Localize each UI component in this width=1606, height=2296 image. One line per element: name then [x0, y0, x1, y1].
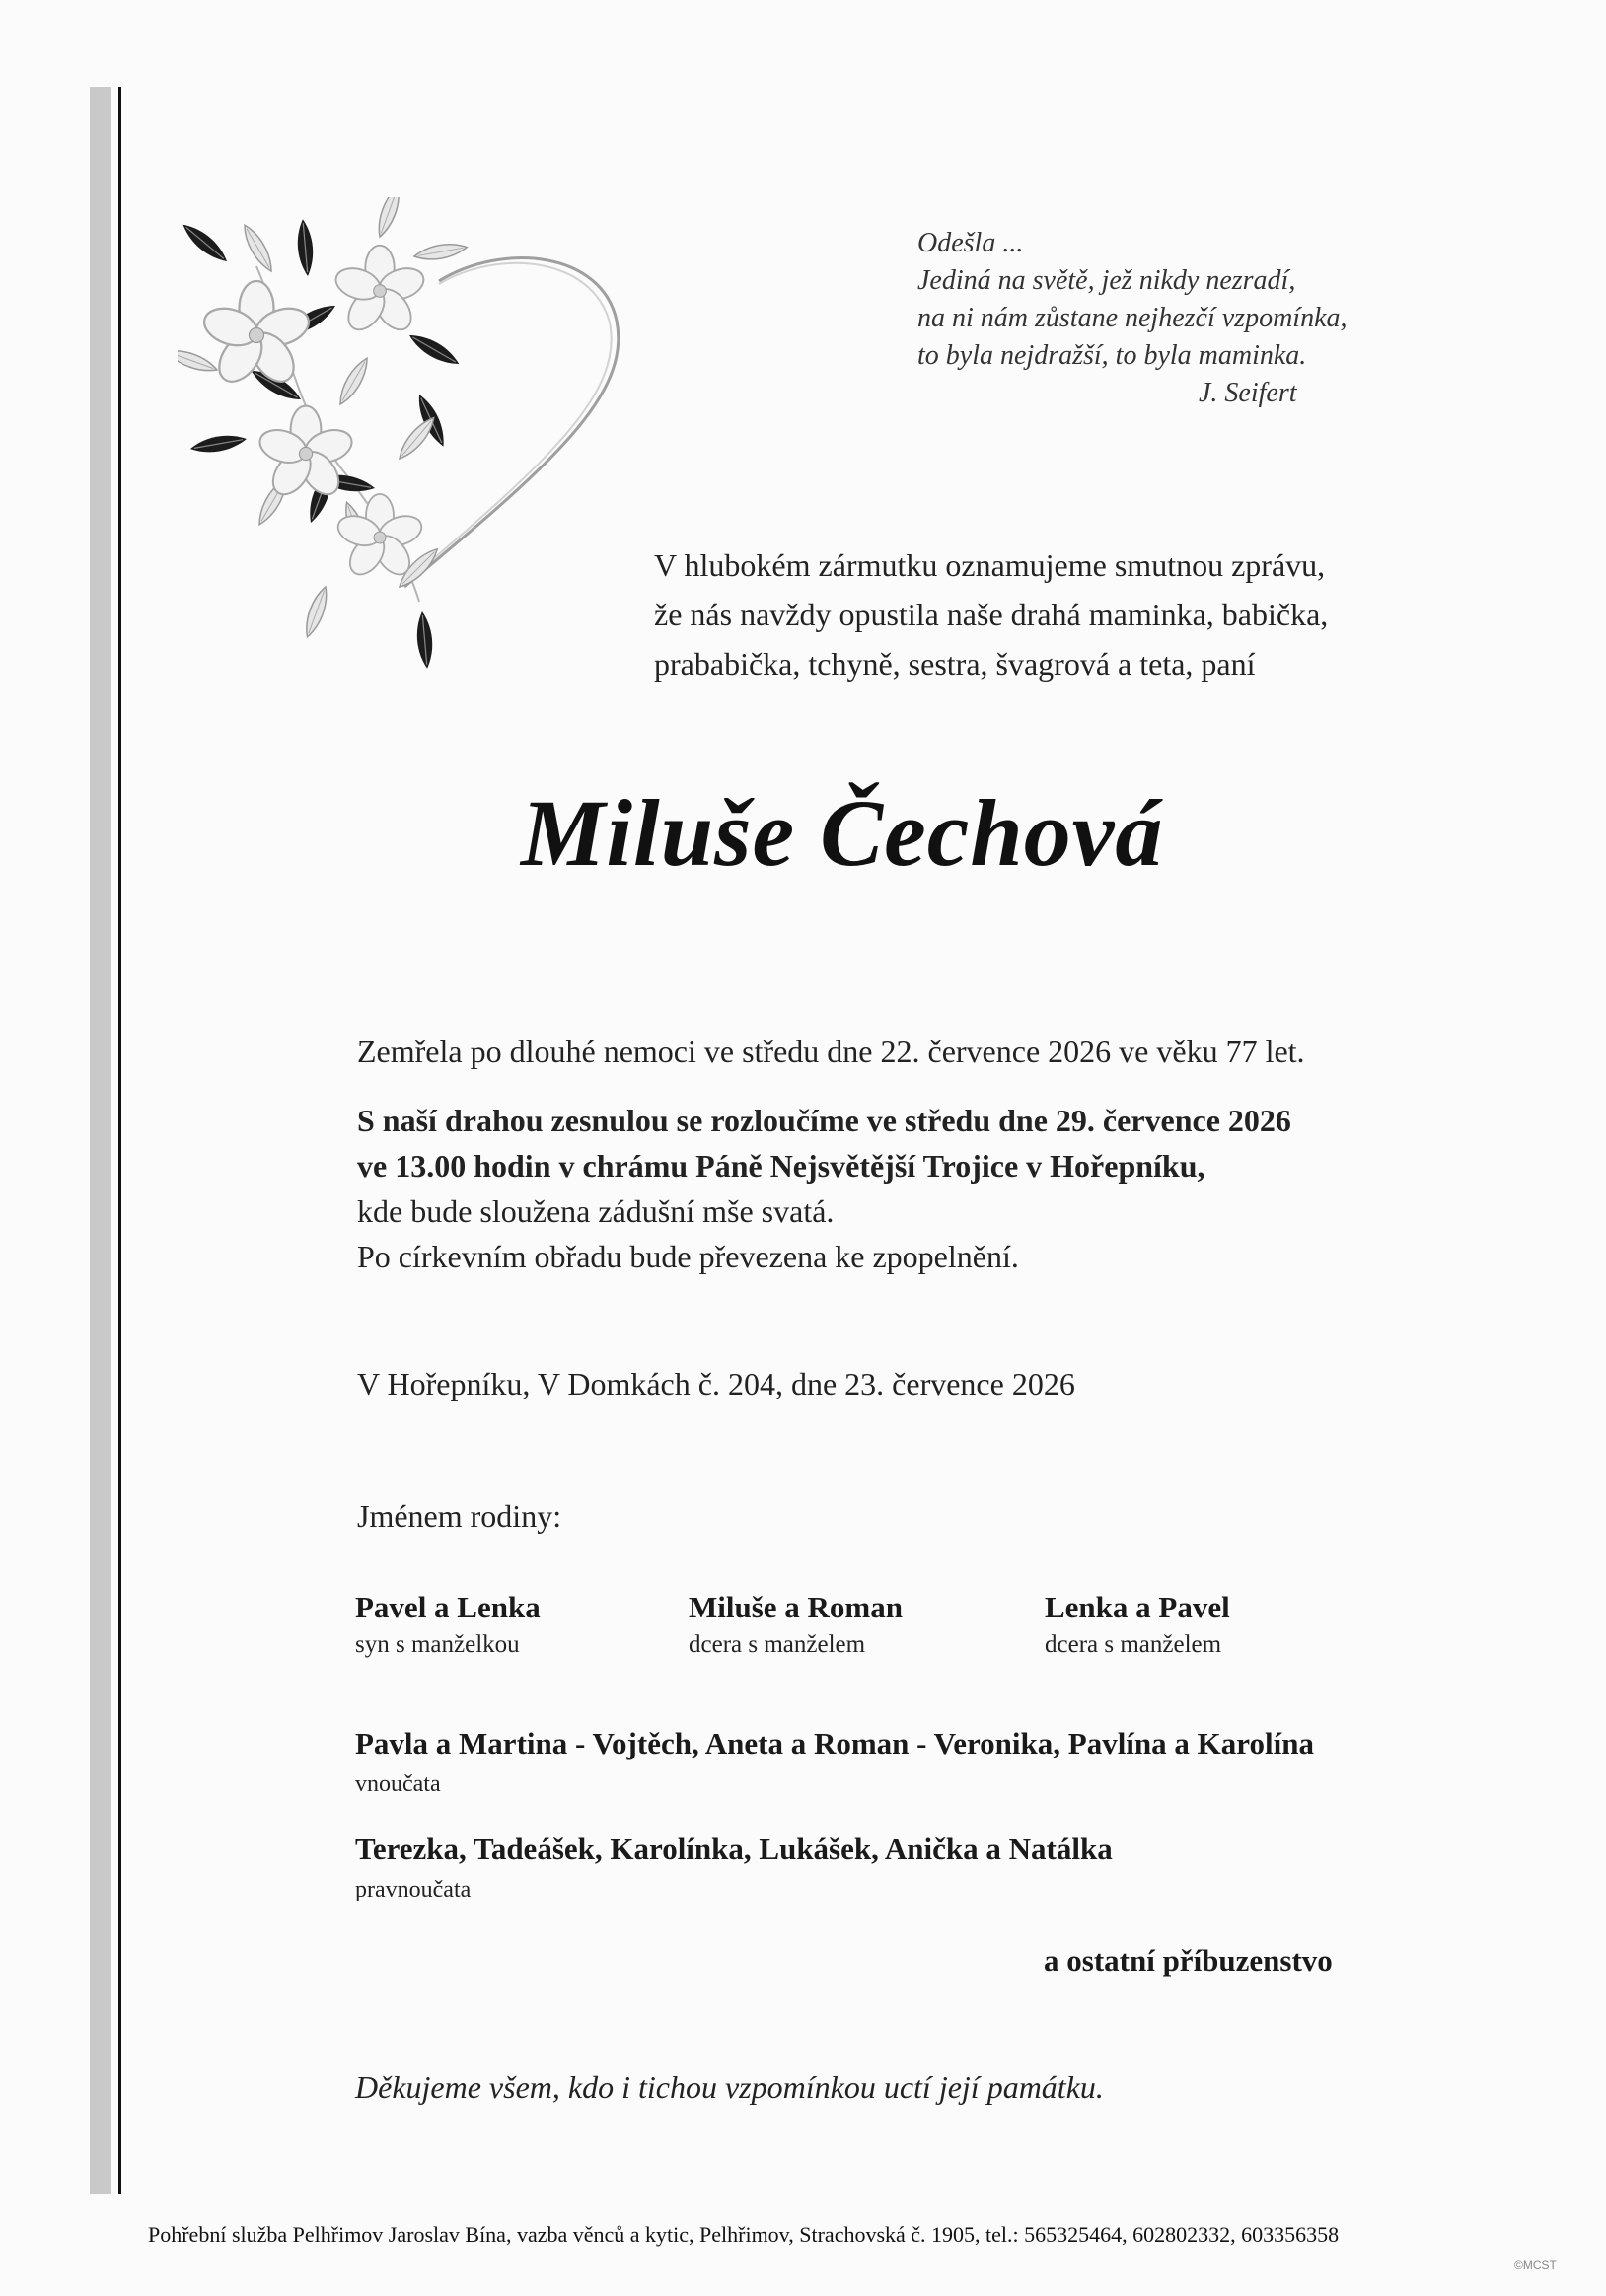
family-intro: Jménem rodiny:: [357, 1498, 562, 1534]
announcement-intro: [654, 540, 1328, 688]
signatory-names: Pavel a Lenka: [355, 1590, 541, 1624]
signatory-relation: syn s manželkou: [355, 1631, 520, 1658]
other-relatives: a ostatní příbuzenstvo: [1044, 1943, 1333, 1977]
signatory: [355, 1588, 541, 1663]
signatory-relation: dcera s manželem: [689, 1631, 866, 1658]
funeral-info: [357, 1098, 1291, 1279]
funeral-line: ve 13.00 hodin v chrámu Páně Nejsvětější Trojice v Hořepníku,: [357, 1148, 1205, 1184]
signatory-names: Lenka a Pavel: [1045, 1590, 1230, 1624]
signatory-relation: dcera s manželem: [1045, 1631, 1222, 1658]
funeral-line: kde bude sloužena zádušní mše svatá.: [357, 1193, 835, 1229]
grandchildren-label: vnoučata: [355, 1771, 441, 1797]
signatory-names: Miluše a Roman: [689, 1590, 903, 1624]
quote-author: J. Seifert: [1199, 378, 1297, 408]
funeral-line: Po církevním obřadu bude převezena ke zpopelnění.: [357, 1239, 1019, 1274]
intro-line: prababička, tchyně, sestra, švagrová a teta, paní: [654, 646, 1256, 682]
thanks-line: Děkujeme všem, kdo i tichou vzpomínkou uctí její památku.: [355, 2069, 1104, 2105]
deceased-name: Miluše Čechová: [521, 780, 1164, 886]
signatory: [1045, 1588, 1230, 1663]
grandchildren-names: Pavla a Martina - Vojtěch, Aneta a Roman - Veronika, Pavlína a Karolína: [355, 1726, 1314, 1760]
great-grandchildren-label: pravnoučata: [355, 1877, 472, 1902]
great-grandchildren-names: Terezka, Tadeášek, Karolínka, Lukášek, Anička a Natálka: [355, 1831, 1113, 1866]
quote-line: Jediná na světě, jež nikdy nezradí,: [917, 265, 1296, 296]
floral-heart-icon: [178, 197, 641, 671]
death-notice: Zemřela po dlouhé nemoci ve středu dne 22. července 2026 ve věku 77 let.: [357, 1034, 1305, 1069]
intro-line: V hlubokém zármutku oznamujeme smutnou zprávu,: [654, 547, 1326, 583]
quote-line: Odešla ...: [917, 228, 1024, 258]
quote-line: to byla nejdražší, to byla maminka.: [917, 340, 1307, 371]
funeral-service-footer: Pohřební služba Pelhřimov Jaroslav Bína, vazba věnců a kytic, Pelhřimov, Strachovská č. 1905, tel.: 565325464, 602802332, 603356358: [148, 2222, 1340, 2247]
border-rule-black: [118, 87, 121, 2194]
watermark: ©MCST: [1514, 2259, 1557, 2272]
place-date: V Hořepníku, V Domkách č. 204, dne 23. července 2026: [357, 1366, 1075, 1401]
funeral-line: S naší drahou zesnulou se rozloučíme ve středu dne 29. července 2026: [357, 1103, 1291, 1138]
signatory: [689, 1588, 903, 1663]
border-rule-grey: [90, 87, 111, 2194]
epitaph-quote: [917, 225, 1348, 412]
intro-line: že nás navždy opustila naše drahá maminka, babička,: [654, 597, 1329, 632]
quote-line: na ni nám zůstane nejhezčí vzpomínka,: [917, 303, 1348, 333]
